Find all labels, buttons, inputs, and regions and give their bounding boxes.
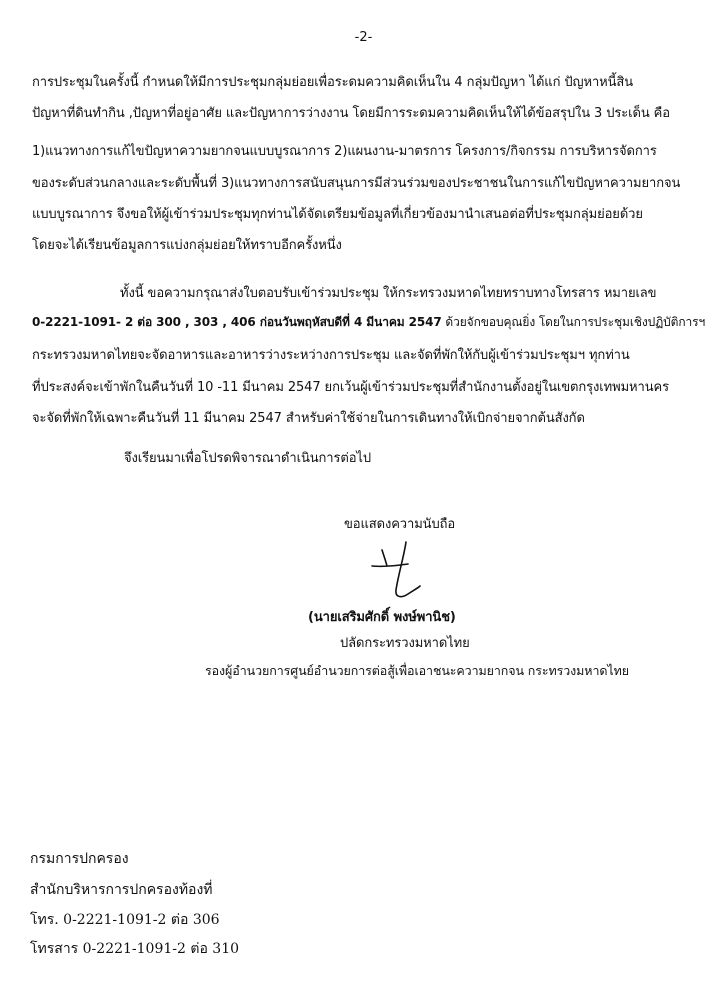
closing-line: จึงเรียนมาเพื่อโปรดพิจารณาดำเนินการต่อไป [124, 451, 372, 466]
para2-line-5: จะจัดที่พักให้เฉพาะคืนวันที่ 11 มีนาคม 2547 สำหรับค่าใช้จ่ายในการเดินทางให้เบิกจ่ายจากต้นสังกัด [32, 411, 585, 426]
para2-line-2 [32, 313, 705, 332]
signer-name: (นายเสริมศักดิ์ พงษ์พานิช) [308, 610, 456, 625]
para1-line-2: ปัญหาที่ดินทำกิน ,ปัญหาที่อยู่อาศัย และปัญหาการว่างงาน โดยมีการระดมความคิดเห็นให้ได้ข้อสรุปใน 3 ประเด็น คือ [32, 106, 670, 121]
para1-line-4: ของระดับส่วนกลางและระดับพื้นที่ 3)แนวทางการสนับสนุนการมีส่วนร่วมของประชาชนในการแก้ไขปัญหาความยากจน [32, 176, 681, 191]
handwritten-signature [360, 536, 440, 606]
para2-line-3: กระทรวงมหาดไทยจะจัดอาหารและอาหารว่างระหว่างการประชุม และจัดที่พักให้กับผู้เข้าร่วมประชุมฯ ทุกท่าน [32, 348, 630, 363]
para2-line-1: ทั้งนี้ ขอความกรุณาส่งใบตอบรับเข้าร่วมประชุม ให้กระทรวงมหาดไทยทราบทางโทรสาร หมายเลข [120, 286, 657, 301]
para1-line-5: แบบบูรณาการ จึงขอให้ผู้เข้าร่วมประชุมทุกท่านได้จัดเตรียมข้อมูลที่เกี่ยวข้องมานำเสนอต่อที่ประชุมกลุ่มย่อยด้วย [32, 207, 643, 222]
para1-line-1: การประชุมในครั้งนี้ กำหนดให้มีการประชุมกลุ่มย่อยเพื่อระดมความคิดเห็นใน 4 กลุ่มปัญหา ได้แก่ ปัญหาหนี้สิน [32, 75, 634, 90]
signer-title-2: รองผู้อำนวยการศูนย์อำนวยการต่อสู้เพื่อเอาชนะความยากจน กระทรวงมหาดไทย [205, 663, 629, 678]
salutation: ขอแสดงความนับถือ [344, 517, 456, 532]
footer-fax: โทรสาร 0-2221-1091-2 ต่อ 310 [30, 941, 240, 957]
para2-line-4: ที่ประสงค์จะเข้าพักในคืนวันที่ 10 -11 มีนาคม 2547 ยกเว้นผู้เข้าร่วมประชุมที่สำนักงานตั้งอยู่ในเขตกรุงเทพมหานคร [32, 380, 669, 395]
deadline-text: 0-2221-1091- 2 ต่อ 300 , 303 , 406 ก่อนวันพฤหัสบดีที่ 4 มีนาคม 2547 [32, 315, 442, 329]
para1-line-3: 1)แนวทางการแก้ไขปัญหาความยากจนแบบบูรณาการ 2)แผนงาน-มาตรการ โครงการ/กิจกรรม การบริหารจัดการ [32, 144, 657, 159]
para2-line-2-rest: ด้วยจักขอบคุณยิ่ง โดยในการประชุมเชิงปฏิบัติการฯ [445, 315, 706, 329]
page-number: -2- [354, 30, 373, 45]
signer-title-1: ปลัดกระทรวงมหาดไทย [340, 636, 470, 651]
footer-phone: โทร. 0-2221-1091-2 ต่อ 306 [30, 912, 220, 928]
footer-department: กรมการปกครอง [30, 851, 129, 867]
footer-office: สำนักบริหารการปกครองท้องที่ [30, 882, 213, 898]
para1-line-6: โดยจะได้เรียนข้อมูลการแบ่งกลุ่มย่อยให้ทราบอีกครั้งหนึ่ง [32, 238, 342, 253]
